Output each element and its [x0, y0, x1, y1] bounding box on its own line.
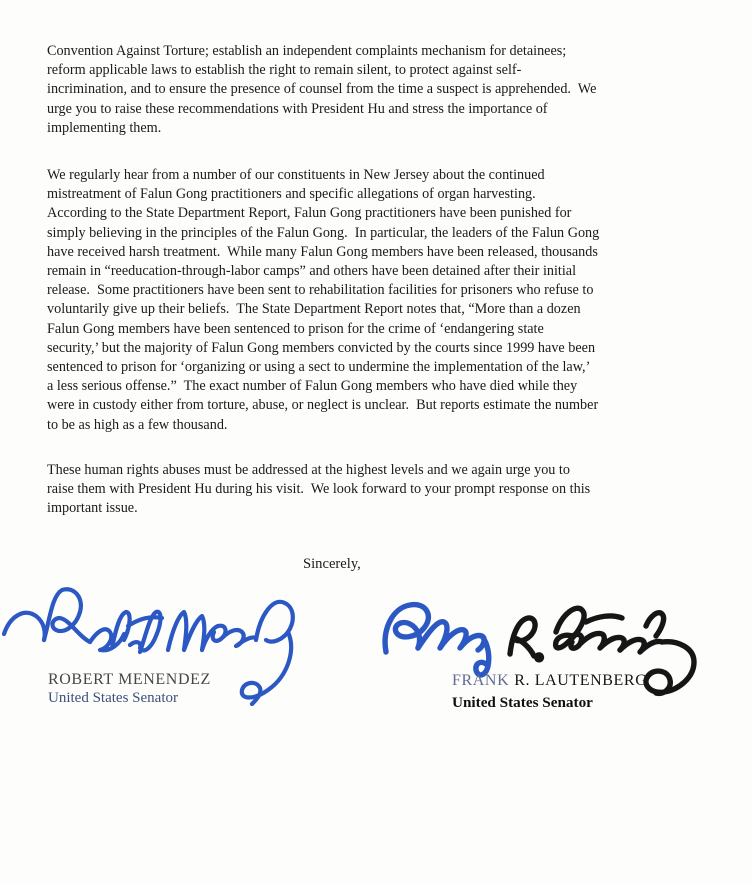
text-line: sentenced to prison for ‘organizing or using a sect to undermine the implementation of the law,’ [47, 359, 591, 376]
text-line: reform applicable laws to establish the right to remain silent, to protect against self- [47, 62, 522, 79]
lautenberg-name-block [452, 671, 647, 713]
text-line: a less serious offense.” The exact number of Falun Gong members who have died while they [47, 378, 578, 395]
text-line: voluntarily give up their beliefs. The State Department Report notes that, “More than a dozen [47, 301, 581, 318]
menendez-title: United States Senator [48, 690, 178, 706]
text-line: security,’ but the majority of Falun Gong members convicted by the courts since 1999 have been [47, 339, 596, 356]
text-line: implementing them. [47, 119, 162, 136]
text-line: According to the State Department Report, Falun Gong practitioners have been punished for [47, 205, 572, 222]
text-line: simply believing in the principles of the Falun Gong. In particular, the leaders of the Falun Gong [47, 224, 600, 241]
paragraph [47, 42, 727, 138]
menendez-name-block [48, 670, 211, 708]
lautenberg-first-name: FRANK [452, 672, 510, 689]
text-line: incrimination, and to ensure the presence of counsel from the time a suspect is apprehended. We [47, 81, 597, 98]
text-line: release. Some practitioners have been sent to rehabilitation facilities for prisoners who refuse to [47, 282, 594, 299]
text-line: Falun Gong members have been sentenced to prison for the crime of ‘endangering state [47, 320, 544, 337]
menendez-typed-name: ROBERT MENENDEZ [48, 671, 211, 688]
text-line: Convention Against Torture; establish an independent complaints mechanism for detainees; [47, 43, 567, 59]
paragraph [47, 166, 727, 435]
text-line: remain in “reeducation-through-labor camps” and others have been detained after their initial [47, 263, 577, 280]
text-line: to be as high as a few thousand. [47, 416, 228, 433]
closing-line: Sincerely, [303, 556, 361, 572]
text-line: urge you to raise these recommendations with President Hu and stress the importance of [47, 100, 548, 117]
letter-body [47, 42, 727, 544]
text-line: were in custody either from torture, abuse, or neglect is unclear. But reports estimate the number [47, 397, 599, 414]
text-line: raise them with President Hu during his visit. We look forward to your prompt response on this [47, 481, 591, 498]
lautenberg-typed-name [452, 671, 647, 690]
lautenberg-title: United States Senator [452, 694, 593, 711]
lautenberg-rest-name: R. LAUTENBERG [514, 672, 648, 689]
text-line: important issue. [47, 500, 138, 517]
text-line: have received harsh treatment. While many Falun Gong members have been released, thousands [47, 243, 598, 260]
text-line: These human rights abuses must be addressed at the highest levels and we again urge you to [47, 461, 570, 478]
text-line: We regularly hear from a number of our constituents in New Jersey about the continued [47, 167, 545, 184]
paragraph [47, 461, 727, 519]
text-line: mistreatment of Falun Gong practitioners and specific allegations of organ harvesting. [47, 186, 536, 203]
